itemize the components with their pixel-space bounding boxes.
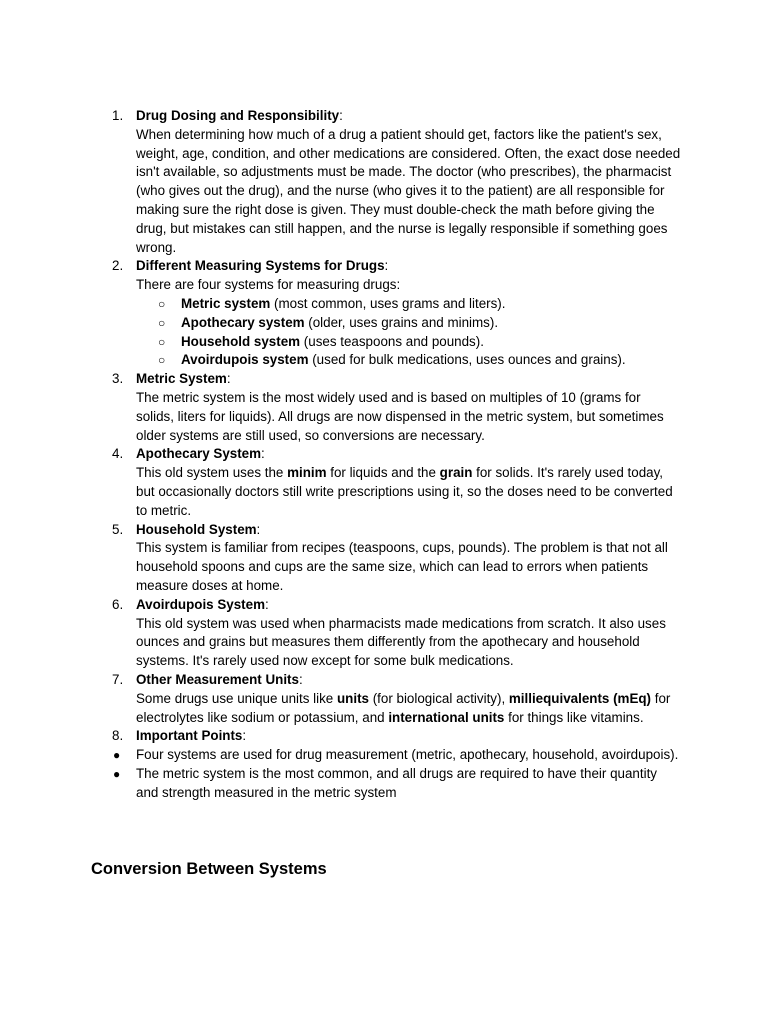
title-colon: :	[384, 258, 389, 274]
body-text: for things like vitamins.	[504, 709, 644, 725]
title-colon: :	[256, 521, 261, 537]
item-body	[136, 690, 681, 728]
list-item-other-units	[0, 671, 681, 727]
body-bold: minim	[287, 465, 327, 481]
sub-item-text: (uses teaspoons and pounds).	[300, 333, 484, 349]
item-body: This system is familiar from recipes (teaspoons, cups, pounds). The problem is that not all household spoons and cups are the same size, which can lead to errors when patients measure doses at home.	[136, 540, 668, 593]
item-body: When determining how much of a drug a patient should get, factors like the patient's sex, weight, age, condition, and other medications are considered. Often, the exact dose needed isn't available, so adjustments must be made. The doctor (who prescribes), the pharmacist (who gives out the drug), and the nurse (who gives it to the patient) are all responsible for making sure the right dose is given. They must double-check the math before giving the drug, but mistakes can still happen, and the nurse is legally responsible if something goes wrong.	[136, 126, 681, 255]
sub-item-bold: Metric system	[181, 295, 271, 311]
body-text: Some drugs use unique units like	[136, 690, 337, 706]
sub-item-bold: Apothecary system	[181, 314, 305, 330]
list-item-apothecary-system	[0, 445, 681, 520]
sub-list-item	[0, 351, 681, 370]
bullet-text: The metric system is the most common, and all drugs are required to have their quantity and strength measured in the metric system	[136, 765, 657, 800]
item-title: Avoirdupois System	[136, 596, 265, 612]
item-body: The metric system is the most widely used and is based on multiples of 10 (grams for solids, liters for liquids). All drugs are now dispensed in the metric system, but sometimes older systems are still used, so conversions are necessary.	[136, 389, 664, 443]
list-number: 4.	[112, 446, 124, 462]
sub-list-item	[0, 295, 681, 314]
list-item-important-points	[0, 727, 681, 746]
numbered-list	[0, 107, 768, 802]
item-title: Different Measuring Systems for Drugs	[136, 258, 385, 274]
list-number: 7.	[112, 671, 124, 687]
body-text: for liquids and the	[326, 465, 440, 481]
sub-list-item	[0, 314, 681, 333]
title-colon: :	[261, 446, 265, 462]
body-bold: units	[336, 690, 369, 706]
sub-item-text: (used for bulk medications, uses ounces and grains).	[308, 352, 626, 368]
circle-bullet-icon: ○	[158, 315, 166, 330]
bullet-item	[0, 765, 681, 803]
title-colon: :	[264, 596, 269, 612]
title-colon: :	[298, 671, 303, 687]
title-colon: :	[226, 371, 231, 387]
circle-bullet-icon: ○	[158, 334, 166, 349]
bullet-text: Four systems are used for drug measurement (metric, apothecary, household, avoirdupois).	[136, 747, 679, 763]
circle-bullet-icon: ○	[158, 353, 166, 368]
title-colon: :	[339, 108, 343, 123]
item-title: Important Points	[136, 728, 243, 744]
item-body: This old system was used when pharmacists made medications from scratch. It also uses ounces and grains but measures them differently from the apothecary and household systems. It's rarely used now except for some bulk medications.	[136, 615, 666, 669]
sub-list-item	[0, 333, 681, 352]
sub-item-bold: Household system	[181, 333, 301, 349]
filled-bullet-icon: ●	[113, 748, 121, 763]
bullet-item	[0, 746, 681, 765]
list-number: 6.	[112, 596, 124, 612]
body-bold: international units	[388, 709, 505, 725]
section-heading: Conversion Between Systems	[91, 860, 327, 878]
sub-item-text: (older, uses grains and minims).	[304, 314, 499, 330]
item-title: Household System	[136, 521, 257, 537]
item-body: There are four systems for measuring drugs:	[136, 277, 401, 293]
title-colon: :	[242, 728, 247, 744]
body-bold: milliequivalents (mEq)	[508, 690, 652, 706]
list-number: 1.	[112, 108, 124, 123]
list-number: 3.	[112, 371, 124, 387]
item-body	[136, 464, 681, 520]
item-title: Apothecary System	[136, 446, 262, 462]
sub-item-bold: Avoirdupois system	[181, 352, 309, 368]
body-text: for electrolytes like sodium or potassium, and	[136, 690, 671, 725]
item-title: Metric System	[136, 371, 227, 387]
filled-bullet-icon: ●	[113, 766, 121, 781]
item-title: Drug Dosing and Responsibility	[136, 108, 340, 123]
body-bold: grain	[439, 465, 473, 481]
list-number: 8.	[112, 728, 124, 744]
list-number: 2.	[112, 258, 124, 274]
list-item-metric-system	[0, 370, 681, 445]
body-text: (for biological activity),	[368, 690, 509, 706]
list-item-avoirdupois-system	[0, 596, 681, 671]
list-item-measuring-systems	[0, 257, 681, 295]
circle-bullet-icon: ○	[158, 296, 166, 311]
body-text: This old system uses the	[136, 465, 288, 481]
list-item-household-system	[0, 521, 681, 596]
list-number: 5.	[112, 521, 124, 537]
sub-item-text: (most common, uses grams and liters).	[270, 295, 506, 311]
item-title: Other Measurement Units	[136, 671, 299, 687]
body-text: for solids. It's rarely used today, but occasionally doctors still write prescriptions using it, so the doses need to be converted to metric.	[136, 465, 673, 518]
list-item-drug-dosing	[0, 107, 681, 257]
